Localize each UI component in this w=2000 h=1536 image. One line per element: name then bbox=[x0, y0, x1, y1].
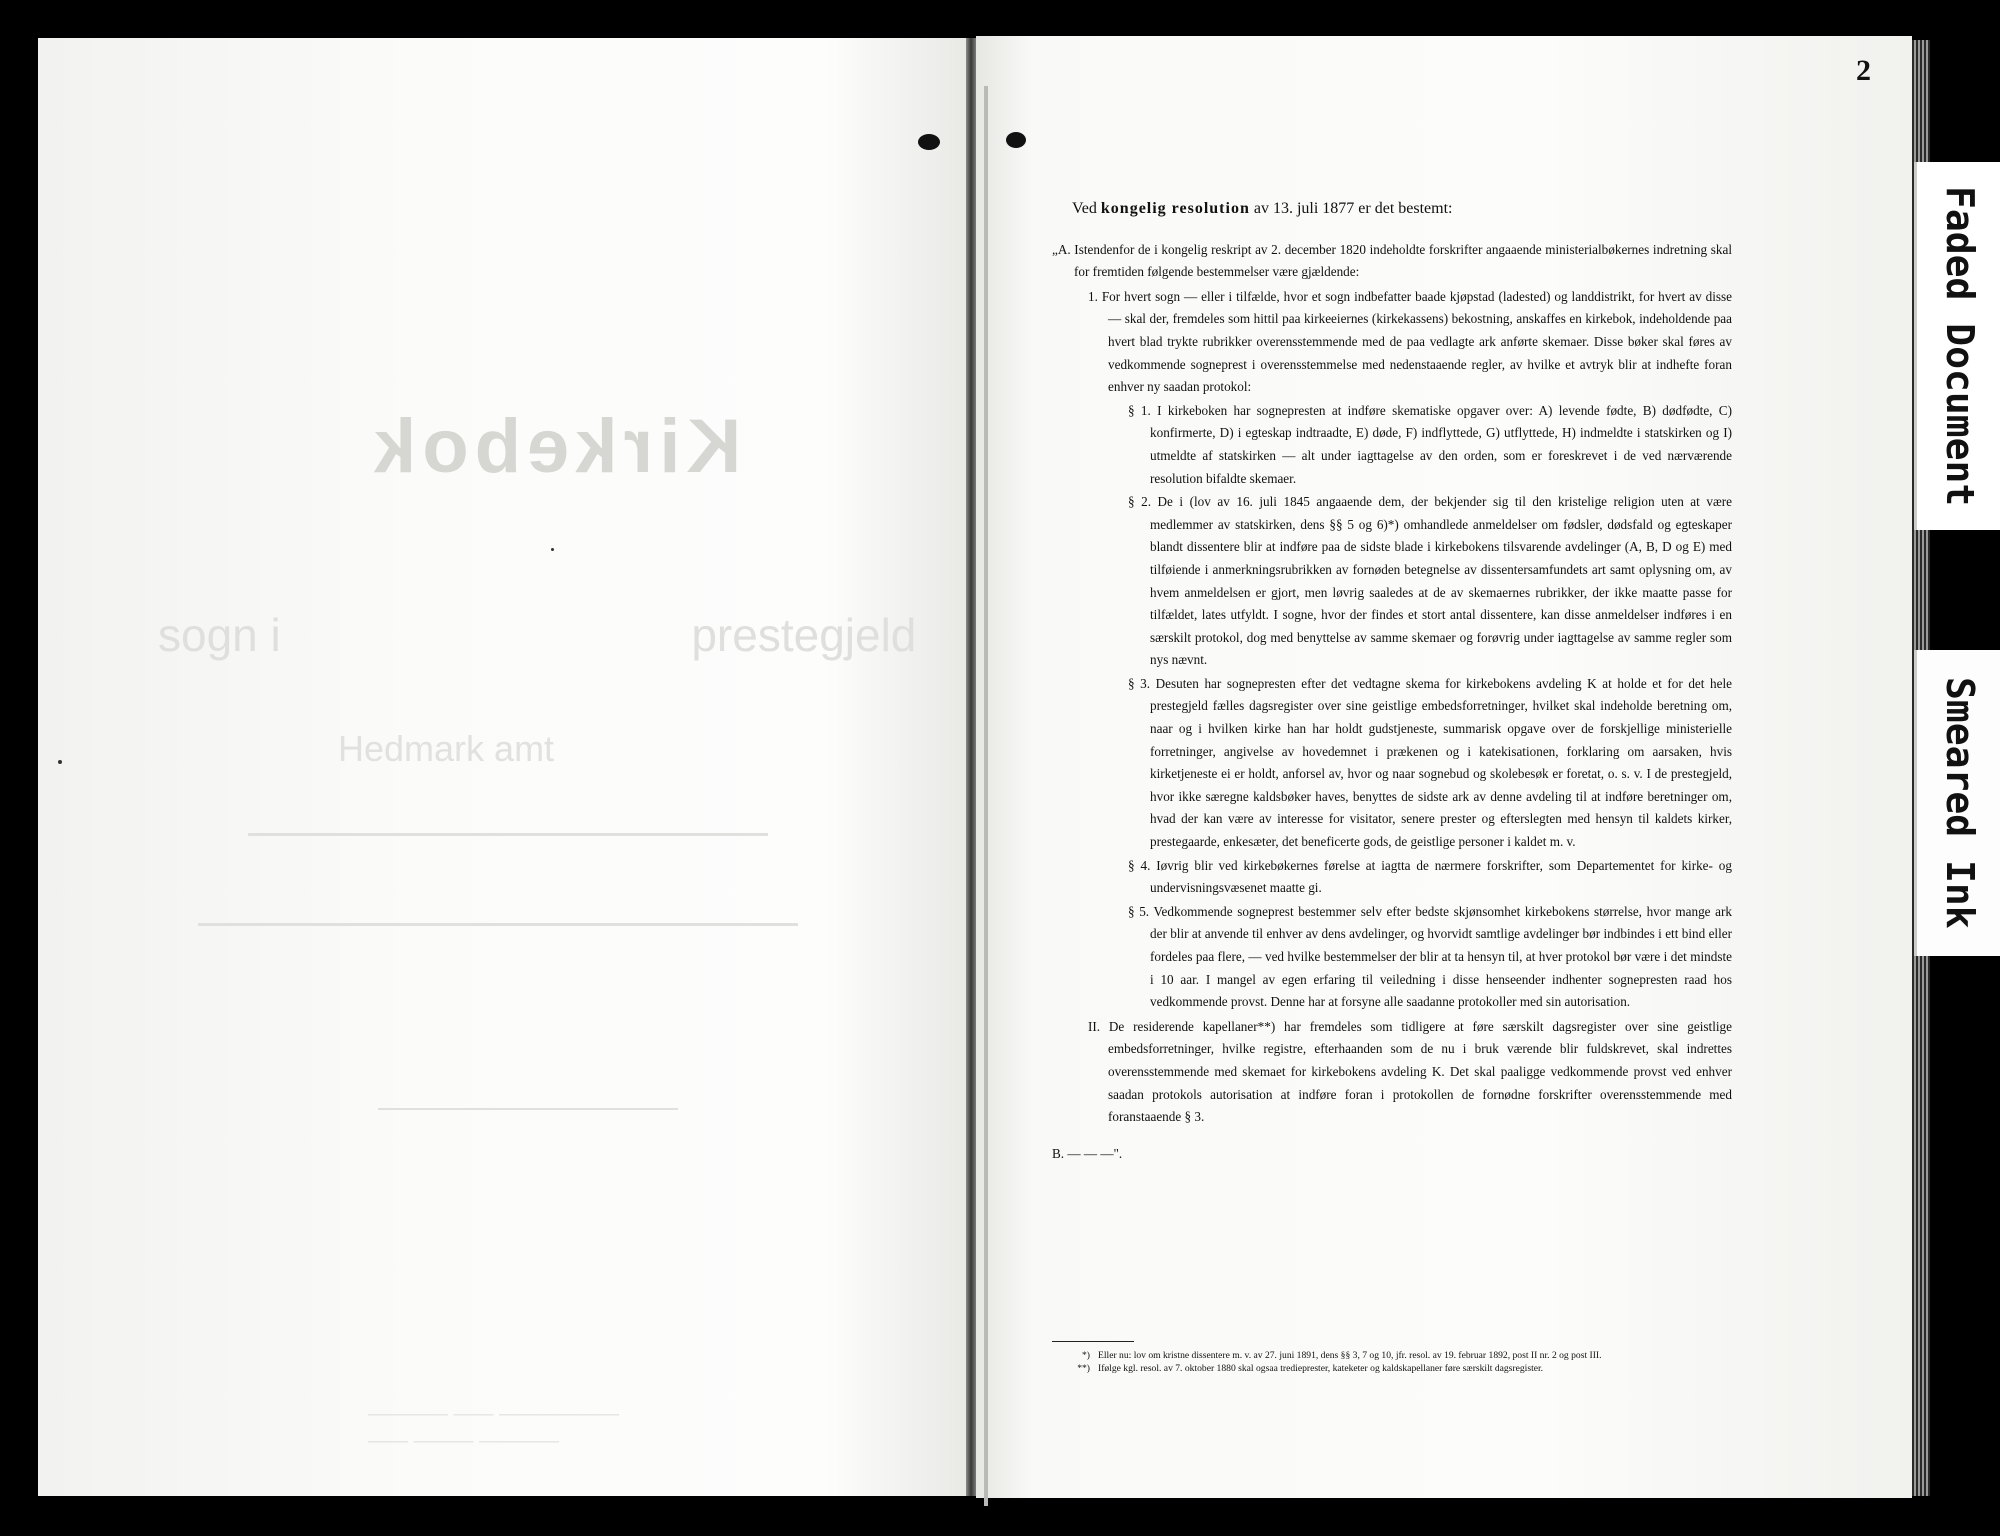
footnote-text: Eller nu: lov om kristne dissentere m. v. av 27. juni 1891, dens §§ 3, 7 og 10, jfr. resol. av 19. februar 1892, post II nr. 2 og post III. bbox=[1098, 1350, 1602, 1361]
footnotes bbox=[1052, 1341, 1732, 1375]
ink-speck bbox=[58, 760, 62, 764]
section-1: § 1. I kirkeboken har sognepresten at indføre skematiske opgaver over: A) levende fødte, B) dødfødte, C) konfirmerte, D) i egteskap indtraadte, E) døde, F) indflyttede, G) utflyttede, H) indmeldte i statskirken og I) utmeldte af statskirken — alt under iagttagelse av den orden, som er foreskrevet i de ved nærværende resolution bifaldte skemaer. bbox=[1128, 402, 1732, 486]
bleed-through-rule bbox=[378, 1108, 678, 1110]
footnote-mark: *) bbox=[1082, 1350, 1090, 1361]
footnote-mark: **) bbox=[1077, 1362, 1090, 1374]
bleed-through-footer: —— ——— ———— bbox=[368, 1430, 560, 1452]
smeared-ink-label: Smeared Ink bbox=[1914, 650, 2000, 956]
footnote bbox=[1052, 1363, 1732, 1376]
resolution-heading: Ved kongelig resolution av 13. juli 1877 er det bestemt: bbox=[1072, 200, 1453, 217]
section-3: § 3. Desuten har sognepresten efter det vedtagne skema for kirkebokens avdeling K at holde et for det hele prestegjeld fælles dagsregister over sine geistlige embedsforretninger, hvilket skal indeholde beretning om, naar og i hvilken kirke han har holdt gudstjeneste, summarisk opgave over de forskjellige ministerielle forretninger, angivelse av hovedemnet i prækenen og i katekisationen, forklaring om aarsaken, hvis kirketjeneste ei er holdt, anforsel av, hvor og naar sognebud og skolebesøk er foretat, o. s. v. I de prestegjeld, hvor ikke særegne kaldsbøker haves, benyttes de sidste ark av denne avdeling til at indføre beretninger om, hvad der kan være av interesse for visitator, senere prester og efterslegten med hensyn til kaldets kirker, prestegaarde, enkesæter, det beneficerte gods, de geistlige personer i kaldet m. v. bbox=[1128, 675, 1732, 850]
footnote-text: Ifølge kgl. resol. av 7. oktober 1880 skal ogsaa tredieprester, kateketer og kaldskapellaner føre særskilt dagsregister. bbox=[1098, 1362, 1544, 1374]
page-edge bbox=[984, 86, 988, 1506]
footnote-rule bbox=[1052, 1341, 1134, 1342]
paragraph-a: „A. Istendenfor de i kongelig reskript av 2. december 1820 indeholdte forskrifter angaaende ministerialbøkernes indretning skal for fremtiden følgende bestemmelser være gjældende: bbox=[1052, 241, 1732, 280]
resolution-text bbox=[1052, 198, 1732, 1165]
paragraph-ii: II. De residerende kapellaner**) har fremdeles som tidligere at føre særskilt dagsregister over sine geistlige embedsforretninger, hvilke registre, efterhaanden som de nu i bruk værende blir fuldskrevet, skal indrettes overensstemmende med skemaet for kirkebokens avdeling K. Det skal paaligge vedkommende provst ved enhver saadan protokols autorisation at indføre foran i protokollen de fornødne forskrifter overensstemmende med foranstaaende § 3. bbox=[1088, 1018, 1732, 1125]
bleed-through-title: Kirkebok bbox=[368, 404, 742, 489]
ink-blot bbox=[1006, 132, 1026, 148]
section-5: § 5. Vedkommende sogneprest bestemmer selv efter bedste skjønsomhet kirkebokens størrelse, hvor mange ark der blir at anvende til enhver av dens avdelinger, og hvorvidt samtlige avdelinger bør indbindes i ett bind eller fordeles paa flere, — ved hvilke bestemmelser der blir at ta hensyn til, at hver protokol bør være i det mindste i 10 aar. I mangel av egen erfaring til veiledning i disse henseender indhenter sognepresten raad hos vedkommende provst. Denne har at forsyne alle saadanne protokoller med sin autorisation. bbox=[1128, 903, 1732, 1010]
ink-speck bbox=[551, 548, 554, 551]
bleed-through-rule bbox=[198, 923, 798, 926]
section-4: § 4. Iøvrig blir ved kirkebøkernes førelse at iagtta de nærmere forskrifter, som Departementet for kirke- og undervisningsvæsenet maatte gi. bbox=[1128, 857, 1732, 896]
bleed-through-line: Hedmark amt bbox=[338, 728, 555, 769]
bleed-through-rule bbox=[248, 833, 768, 836]
paragraph-1: 1. For hvert sogn — eller i tilfælde, hvor et sogn indbefatter baade kjøpstad (ladested) og landdistrikt, for hvert av disse — skal der, fremdeles som hittil paa kirkeeiernes (kirkekassens) bekostning, anskaffes en kirkebok, indeholdende paa hvert blad trykte rubrikker overensstemmende med de paa vedlagte ark anførte skemaer. Disse bøker skal føres av vedkommende sogneprest i overensstemmelse med nedenstaaende regler, av hvilke et avtryk blir at indhefte foran enhver ny saadan protokol: bbox=[1088, 288, 1732, 395]
faded-document-label: Faded Document bbox=[1914, 162, 2000, 530]
book-gutter bbox=[966, 38, 976, 1496]
bleed-through-footer: ———— —— —————— bbox=[368, 1403, 620, 1425]
bleed-through-line: sogn i prestegjeld bbox=[158, 609, 917, 661]
section-2: § 2. De i (lov av 16. juli 1845 angaaende dem, der bekjender sig til den kristelige religion uten at være medlemmer av statskirken, dens §§ 5 og 6)*) omhandlede anmeldelser om fødsler, dødsfald og egteskaper blandt dissentere blir at indføre paa de sidste blade i kirkebokens tilsvarende avdelinger (A, B, D og E) med tilføiende i anmerkningsrubrikken av fornøden betegnelse av dissentersamfundets art samt oplysning om, av hvem anmeldelsen er gjort, men løvrig saaledes at de av skemaernes rubrikker, der ikke maatte passe for tilfældet, lates utfyldt. I sogne, hvor der findes et stort antal dissentere, kan disse anmeldelser indføres i en særskilt protokol, dog med benyttelse av samme skemaer og forøvrig under iagttagelse av samme regler som nys nævnt. bbox=[1128, 494, 1732, 668]
footnote bbox=[1052, 1350, 1732, 1363]
ink-blot bbox=[918, 134, 940, 150]
right-page bbox=[976, 36, 1912, 1498]
left-page bbox=[38, 38, 966, 1496]
paragraph-b: B. — — —". bbox=[1052, 1145, 1123, 1161]
page-number: 2 bbox=[1856, 54, 1871, 87]
